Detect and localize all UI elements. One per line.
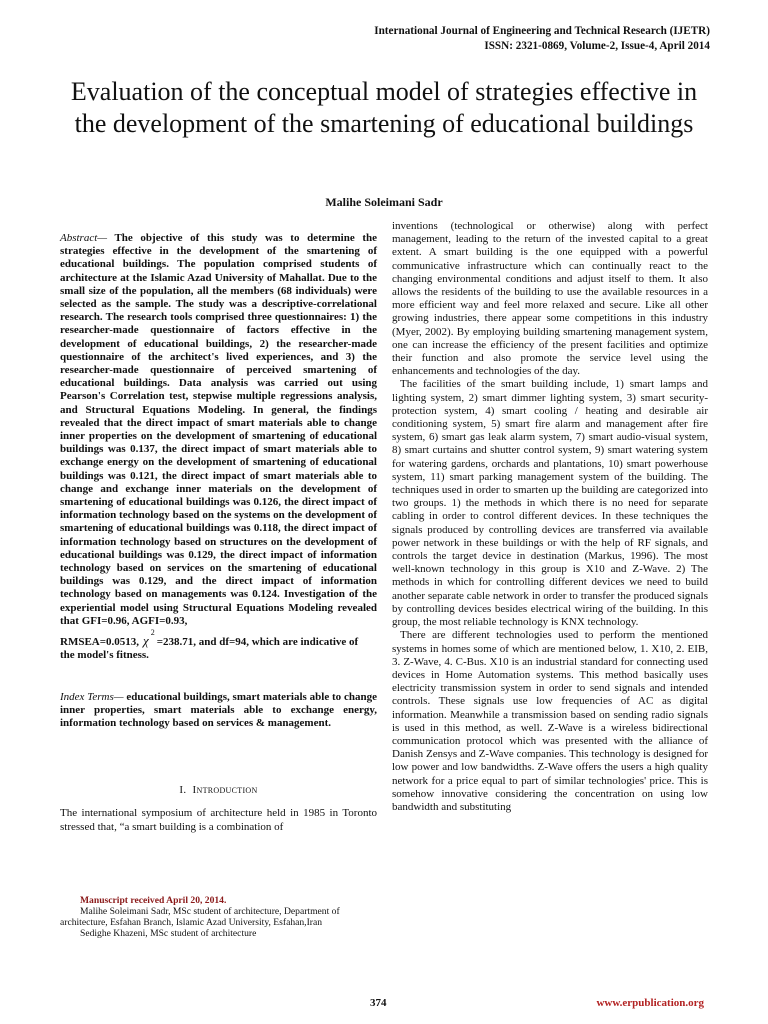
chi-square-exponent: 2 [150,628,155,638]
chi-square-symbol: χ [143,633,149,649]
author-name: Malihe Soleimani Sadr [325,195,443,209]
rmsea-value: RMSEA=0.0513, [60,636,139,649]
body-paragraph-3: There are different technologies used to perform the mentioned systems in homes some of which are mentioned below, 1. X10, 2. EIB, 3. Z-Wave, 4. C-Bus. X10 is an industrial standard for connecting used devices in Home Automation systems. This method basically uses electricity transmission system in order to send signals and intended controls. These signals use low frequencies of AC as digital information. Meanwhile a transmission based on sending radio signals is used in this method, as well. Z-Wave is a wireless bidirectional communication protocol which was presented with the alliance of Danish Zensys and Z-Wave companies. This technology is designed for low power and low bandwidths. Z-Wave offers the users a high quality network for a price equal to part of similar technologies' price. This is somehow innovative considering the concentration on using low bandwidth and substituting [392,629,708,813]
journal-header [374,24,710,54]
manuscript-received: Manuscript received April 20, 2014. [80,895,227,906]
index-terms-lead: Index Terms— [60,690,124,703]
publisher-website-link[interactable]: www.erpublication.org [596,997,704,1009]
coauthor-affiliation: Sedighe Khazeni, MSc student of architecture [80,928,257,939]
model-fitness: the model's fitness. [60,649,149,662]
left-column [60,232,377,845]
body-paragraph-2: The facilities of the smart building include, 1) smart lamps and lighting system, 2) smart dimmer lighting system, 3) smart security- protection system, 4) smart cooling / heating and desirable air conditioning system, 5) smart fire alarm and management after fire system, 6) smart gas leak alarm system, 7) smart audio-visual system, 8) smart curtains and shutter control system, 9) smart watering system for watering gardens, orchards and plantations, 10) smart powerhouse system, 11) smart parking management system of the building. The techniques used in order to smarten up the building are categorized into two groups. 1) the methods in which there is no need for separate cabling in order to control different devices. In these techniques the signals produced by controlling devices are transferred via available power network in these buildings or with the help of RF signals, and controls the target device in destination (Markus, 1996). The most well-known technology in this group is X10 and Z-Wave. 2) The methods in which for controlling different devices we need to build another separate cable network in order to transfer the produced signals by controlling devices besides electrical wiring of the building. In this group, the most reliable technology is KNX technology. [392,378,708,629]
chi-square-text: =238.71, and df=94, which are indicative of [156,636,359,649]
section-numeral: I. [179,784,187,797]
body-paragraph-1: inventions (technological or otherwise) along with perfect management, leading to the return of the invested capital to a great extent. A smart building is the one equipped with a powerful communicative infrastructure which can continually react to the changing environmental conditions and adjust itself to them. It also allows the residents of the building to use the available resources in a more efficient way and feel more relaxed and secure. Like all other growing industries, there appear some competitions in this industry (Myer, 2002). By employing building smartening management system, one can increase the efficiency of the present facilities and optimize their function and also promote the service level using the enhancements and technologies of the day. [392,220,708,378]
abstract-lead: Abstract— [60,232,108,244]
paper-title: Evaluation of the conceptual model of strategies effective in the development of the smartening of educational buildings [70,77,698,138]
section-heading-introduction [60,784,377,797]
abstract-fit-indices [60,628,377,662]
abstract-text: The objective of this study was to determine the strategies effective in the development of the smartening of educational buildings. The population comprised students of architecture at the Islamic Azad University of Mahallat. Due to the small size of the population, all the members (68 individuals) were selected as the sample. The study was a descriptive-correlational research. The research tools comprised three questionnaires: 1) the researcher-made questionnaire of factors effective in the development of educational buildings, 2) the researcher-made questionnaire of the architect's lived experiences, and 3) the researcher-made questionnaire of perceived smartening of educational buildings. Data analysis was carried out using Pearson's Correlation test, stepwise multiple regressions analysis, and Structural Equations Modeling. In general, the findings revealed that the direct impact of smart materials able to change inner properties on the development of smartening of educational buildings was 0.137, the direct impact of smart materials able to exchange energy on the development of smartening of educational buildings was 0.121, the direct impact of smart materials able to change and exchange inner materials on the development of smartening of educational buildings was 0.126, the direct impact of information technology based on the systems on the development of smartening of educational buildings was 0.118, the direct impact of information technology based on structures on the development of educational buildings was 0.129, the direct impact of information technology based on services on the smartening of educational buildings was 0.129, and the direct impact of information technology based on managements was 0.124. Investigation of the experiential model using Structural Equations Modeling revealed that GFI=0.96, AGFI=0.93, [60,232,377,627]
introduction-text: The international symposium of architecture held in 1985 in Toronto stressed that, “a smart building is a combination of [60,807,377,833]
footnote [60,895,377,939]
journal-name: International Journal of Engineering and Technical Research (IJETR) [374,25,710,37]
author-affiliation: Malihe Soleimani Sadr, MSc student of architecture, Department of architecture, Esfahan Branch, Islamic Azad University, Esfahan,Iran [60,906,340,928]
journal-issn: ISSN: 2321-0869, Volume-2, Issue-4, April 2014 [484,40,710,52]
index-terms-text: educational buildings, smart materials able to change inner properties, smart materials able to exchange energy, information technology based on services & management. [60,690,377,729]
section-title: Introduction [192,784,258,797]
index-terms [60,691,377,731]
page-number: 374 [370,997,387,1009]
abstract [60,232,377,628]
right-column [392,220,708,814]
